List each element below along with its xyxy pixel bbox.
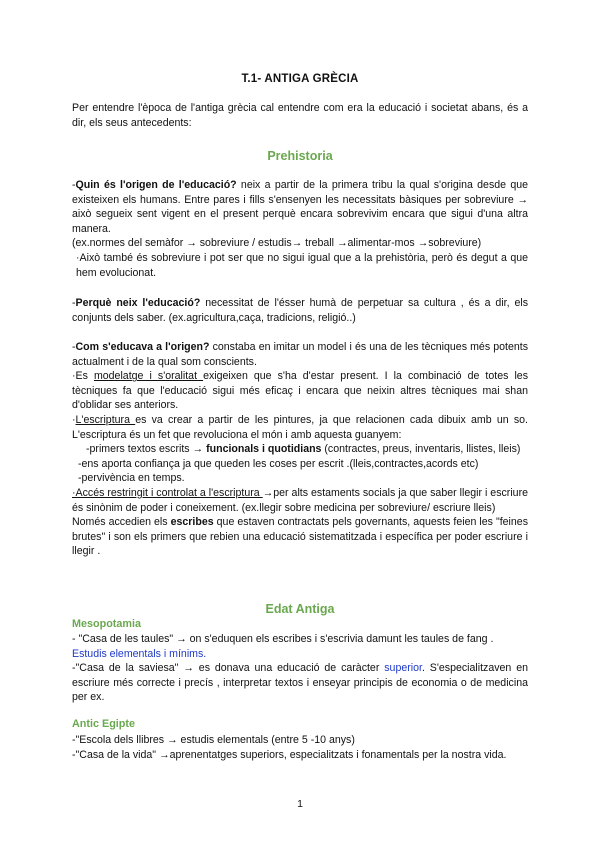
question-how: Com s'educava a l'origen? xyxy=(75,341,210,353)
section-heading-edat-antiga: Edat Antiga xyxy=(265,602,335,616)
origin-paragraph: -Quin és l'origen de l'educació? neix a partir de la primera tribu la qual s'origina desde que existeixen els humans. Entre pares i fills s'ensenyen les necessitats bàsiques per sobreviure → això segueix sent vigent en el present perquè encara sobrevivim encara que sigui d'una altra manera. (ex.normes del semàfor → sobreviure / estudis→ treball →alimentar-mos →sobreviure) ·Això també és sobreviure i pot ser que no sigui igual que a la prehistòria, però és degut a que hem evolucionat. xyxy=(72,179,528,279)
escriptura-term: L'escriptura xyxy=(75,413,136,426)
mesopotamia-paragraph: - "Casa de les taules" → on s'eduquen els escribes i s'escrivia damunt les taules de fang . Estudis elementals i mínims. -"Casa de la saviesa" → es donava una educació de caràcter superior. S'especialitzaven en escriure més correcte i precís , interpretar textos i enseyar principis de economia o de medicina per ex. xyxy=(72,633,528,704)
subheading-mesopotamia: Mesopotamia xyxy=(72,618,141,630)
how-paragraph: -Com s'educava a l'origen? constaba en imitar un model i és una de les tècniques més potents actualment i de la qual som conscients. ·Es modelatge i s'oralitat exigeixen que s'ha d'estar present. I la combinació de totes les tècniques fa que l'educació sigui més eficaç i encara que neixin altres tècniques mai shan d'oblidar ses anteriors. ·L'escriptura es va crear a partir de les pintures, ja que relacionen cada dibuix amb un so. L'escriptura és un fet que revoluciona el món i amb aquesta guanyem: -primers textos escrits → funcionals i quotidians (contractes, preus, inventaris, llistes, lleis) -ens aporta confiança ja que queden les coses per escrit .(lleis,contractes,acords etc) -pervivència en temps. ·Accés restringit i controlat a l'escriptura →per alts estaments socials ja que saber llegir i escriure és sinònim de poder i coneixement. (ex.llegir sobre medicina per sobreviure/ escriure lleis) Només accedien els escribes que estaven contractats pels governants, aquests feien les "feines brutes" i son els primers que rebien una educació sistematitzada i específica per poder escriure i llegir . xyxy=(72,341,528,558)
gain-item-1: -primers textos escrits → funcionals i quotidians (contractes, preus, inventaris, llistes, lleis) xyxy=(86,443,521,456)
section-heading-prehistoria: Prehistoria xyxy=(267,149,333,163)
origin-example: (ex.normes del semàfor → sobreviure / estudis→ treball →alimentar-mos →sobreviure) xyxy=(72,237,482,250)
elementary-studies-note: Estudis elementals i mínims. xyxy=(72,647,207,660)
gain-item-3: -pervivència en temps. xyxy=(78,472,185,485)
superior-term: superior xyxy=(384,662,422,675)
page-number: 1 xyxy=(297,798,303,810)
question-why: Perquè neix l'educació? xyxy=(75,297,201,309)
restricted-access-term: ·Accés restringit i controlat a l'escriptura xyxy=(72,486,263,499)
subheading-antic-egipte: Antic Egipte xyxy=(72,718,135,730)
document-title: T.1- ANTIGA GRÈCIA xyxy=(241,73,359,85)
modelatge-term: modelatge i s'oralitat xyxy=(93,370,204,383)
origin-note: ·Això també és sobreviure i pot ser que no sigui igual que a la prehistòria, però és degut a que hem evolucionat. xyxy=(76,251,528,279)
intro-paragraph: Per entendre l'època de l'antiga grècia cal entendre com era la educació i societat abans, és a dir, els seus antecedents: xyxy=(72,102,528,129)
escribes-term: escribes xyxy=(170,516,214,529)
egypt-paragraph: -"Escola dels llibres → estudis elementals (entre 5 -10 anys) -"Casa de la vida" →aprenentatges superiors, especialitzats i fonamentals per la nostra vida. xyxy=(72,734,507,761)
gain-item-2: -ens aporta confiança ja que queden les coses per escrit .(lleis,contractes,acords etc) xyxy=(78,457,479,470)
question-origin: Quin és l'origen de l'educació? xyxy=(75,179,237,191)
why-paragraph: -Perquè neix l'educació? necessitat de l'ésser humà de perpetuar sa cultura , és a dir, els conjunts dels saber. (ex.agricultura,caça, tradicions, religió..) xyxy=(72,297,529,324)
